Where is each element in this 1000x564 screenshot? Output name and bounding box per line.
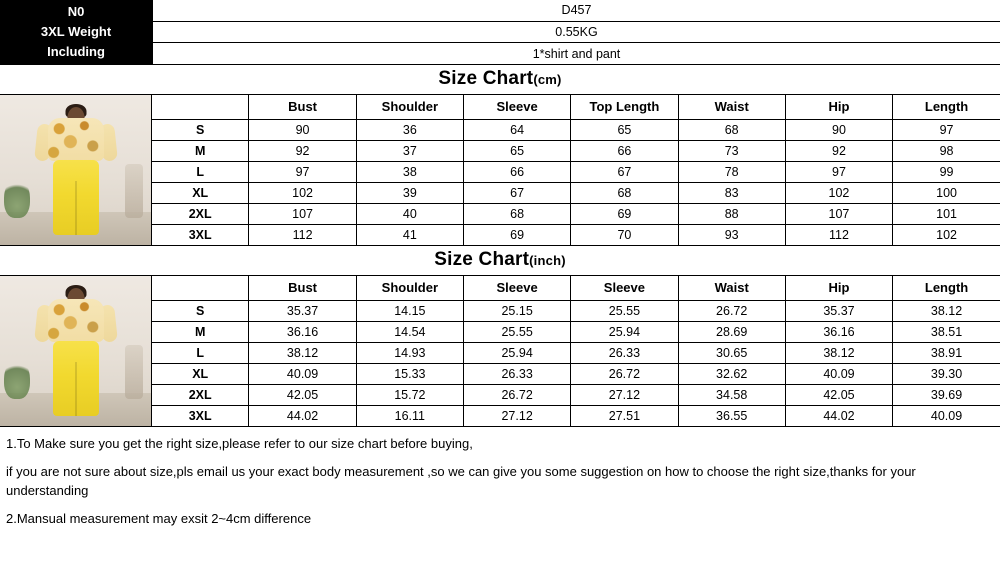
cell-waist: 88 — [678, 203, 785, 224]
header-left-line-2: 3XL Weight — [40, 23, 112, 39]
col-shoulder: Shoulder — [356, 95, 463, 119]
cell-bust: 44.02 — [249, 405, 356, 426]
cell-waist: 78 — [678, 161, 785, 182]
cell-sleeve: 26.33 — [463, 363, 570, 384]
cell-length: 38.12 — [893, 300, 1000, 321]
col-length: Length — [893, 276, 1000, 300]
cell-length: 39.69 — [893, 384, 1000, 405]
cell-sleeve-2: 27.12 — [571, 384, 678, 405]
cell-hip: 107 — [785, 203, 892, 224]
size-table-cm-wrap — [152, 95, 1000, 245]
header-left-line-3: Including — [47, 44, 105, 60]
header-values — [152, 0, 1000, 64]
cell-shoulder: 15.72 — [356, 384, 463, 405]
plant-decor-icon — [4, 178, 30, 218]
cell-shoulder: 40 — [356, 203, 463, 224]
cell-top-length: 69 — [571, 203, 678, 224]
cell-hip: 35.37 — [785, 300, 892, 321]
header-weight: 0.55KG — [153, 22, 1000, 44]
table-row — [152, 119, 1000, 140]
cell-top-length: 70 — [571, 224, 678, 245]
product-header — [0, 0, 1000, 64]
cell-waist: 26.72 — [678, 300, 785, 321]
table-header-row — [152, 276, 1000, 300]
col-sleeve-2: Sleeve — [571, 276, 678, 300]
cell-size: XL — [152, 182, 249, 203]
cell-length: 40.09 — [893, 405, 1000, 426]
header-left-label — [0, 0, 152, 64]
table-row — [152, 405, 1000, 426]
cell-size: 2XL — [152, 203, 249, 224]
table-row — [152, 342, 1000, 363]
cell-sleeve: 68 — [463, 203, 570, 224]
cell-hip: 42.05 — [785, 384, 892, 405]
cell-bust: 40.09 — [249, 363, 356, 384]
cell-bust: 35.37 — [249, 300, 356, 321]
size-table-cm — [152, 95, 1000, 245]
cell-hip: 102 — [785, 182, 892, 203]
cell-bust: 97 — [249, 161, 356, 182]
cell-shoulder: 16.11 — [356, 405, 463, 426]
cell-size: M — [152, 321, 249, 342]
cell-bust: 36.16 — [249, 321, 356, 342]
cell-size: S — [152, 300, 249, 321]
col-waist: Waist — [678, 95, 785, 119]
cell-sleeve: 65 — [463, 140, 570, 161]
cell-top-length: 68 — [571, 182, 678, 203]
cell-waist: 28.69 — [678, 321, 785, 342]
cell-shoulder: 41 — [356, 224, 463, 245]
cell-sleeve: 25.15 — [463, 300, 570, 321]
table-row — [152, 224, 1000, 245]
cell-sleeve: 26.72 — [463, 384, 570, 405]
cell-bust: 102 — [249, 182, 356, 203]
cell-length: 102 — [893, 224, 1000, 245]
header-left-line-1: N0 — [67, 3, 85, 19]
col-waist: Waist — [678, 276, 785, 300]
product-photo-illustration — [0, 95, 151, 245]
cell-hip: 112 — [785, 224, 892, 245]
table-row — [152, 363, 1000, 384]
cell-size: 3XL — [152, 224, 249, 245]
cell-shoulder: 36 — [356, 119, 463, 140]
cell-top-length: 65 — [571, 119, 678, 140]
cell-hip: 92 — [785, 140, 892, 161]
cell-waist: 93 — [678, 224, 785, 245]
product-photo-illustration — [0, 276, 151, 426]
col-sleeve: Sleeve — [463, 95, 570, 119]
size-chart-cm-title-text: Size Chart — [438, 68, 534, 89]
cell-sleeve: 25.94 — [463, 342, 570, 363]
cell-sleeve-2: 25.55 — [571, 300, 678, 321]
cell-length: 38.91 — [893, 342, 1000, 363]
table-row — [152, 384, 1000, 405]
cell-sleeve-2: 26.33 — [571, 342, 678, 363]
size-chart-cm-section — [0, 95, 1000, 245]
cell-sleeve: 25.55 — [463, 321, 570, 342]
col-bust: Bust — [249, 95, 356, 119]
cell-sleeve-2: 27.51 — [571, 405, 678, 426]
size-chart-inch-unit: (inch) — [529, 253, 566, 268]
cell-sleeve: 66 — [463, 161, 570, 182]
cell-shoulder: 14.54 — [356, 321, 463, 342]
cell-waist: 36.55 — [678, 405, 785, 426]
cell-waist: 30.65 — [678, 342, 785, 363]
col-sleeve: Sleeve — [463, 276, 570, 300]
cell-length: 100 — [893, 182, 1000, 203]
cell-waist: 83 — [678, 182, 785, 203]
cell-shoulder: 39 — [356, 182, 463, 203]
cell-shoulder: 15.33 — [356, 363, 463, 384]
note-1: 1.To Make sure you get the right size,please refer to our size chart before buying, — [6, 436, 473, 451]
cell-waist: 32.62 — [678, 363, 785, 384]
col-hip: Hip — [785, 95, 892, 119]
cell-hip: 97 — [785, 161, 892, 182]
cell-length: 99 — [893, 161, 1000, 182]
cell-bust: 107 — [249, 203, 356, 224]
table-row — [152, 161, 1000, 182]
table-header-row — [152, 95, 1000, 119]
cell-hip: 38.12 — [785, 342, 892, 363]
cell-size: XL — [152, 363, 249, 384]
cell-hip: 90 — [785, 119, 892, 140]
size-table-inch-wrap — [152, 276, 1000, 426]
cell-bust: 38.12 — [249, 342, 356, 363]
table-row — [152, 300, 1000, 321]
cell-size: 3XL — [152, 405, 249, 426]
cell-size: M — [152, 140, 249, 161]
cell-waist: 68 — [678, 119, 785, 140]
note-3: 2.Mansual measurement may exsit 2~4cm difference — [6, 510, 312, 526]
lamp-decor-icon — [125, 164, 143, 218]
col-hip: Hip — [785, 276, 892, 300]
cell-bust: 92 — [249, 140, 356, 161]
cell-waist: 34.58 — [678, 384, 785, 405]
cell-sleeve: 27.12 — [463, 405, 570, 426]
cell-hip: 36.16 — [785, 321, 892, 342]
col-length: Length — [893, 95, 1000, 119]
cell-length: 98 — [893, 140, 1000, 161]
size-chart-inch-section — [0, 276, 1000, 426]
cell-shoulder: 14.15 — [356, 300, 463, 321]
cell-length: 39.30 — [893, 363, 1000, 384]
product-photo-inch — [0, 276, 152, 426]
cell-size: L — [152, 342, 249, 363]
plant-decor-icon — [4, 359, 30, 399]
cell-sleeve-2: 26.72 — [571, 363, 678, 384]
cell-shoulder: 14.93 — [356, 342, 463, 363]
cell-sleeve: 69 — [463, 224, 570, 245]
cell-waist: 73 — [678, 140, 785, 161]
cell-top-length: 66 — [571, 140, 678, 161]
table-row — [152, 182, 1000, 203]
size-chart-inch-title-text: Size Chart — [434, 249, 530, 270]
cell-size: S — [152, 119, 249, 140]
header-style-code: D457 — [153, 0, 1000, 22]
note-2: if you are not sure about size,pls email us your exact body measurement ,so we can give you some suggestion on how to choose the right size,thanks for your understanding — [6, 463, 916, 498]
table-row — [152, 321, 1000, 342]
cell-bust: 90 — [249, 119, 356, 140]
cell-length: 38.51 — [893, 321, 1000, 342]
cell-sleeve-2: 25.94 — [571, 321, 678, 342]
table-row — [152, 203, 1000, 224]
cell-top-length: 67 — [571, 161, 678, 182]
cell-shoulder: 38 — [356, 161, 463, 182]
header-package-contents: 1*shirt and pant — [532, 46, 621, 61]
cell-bust: 112 — [249, 224, 356, 245]
cell-sleeve: 67 — [463, 182, 570, 203]
size-chart-cm-unit: (cm) — [533, 72, 562, 87]
cell-shoulder: 37 — [356, 140, 463, 161]
lamp-decor-icon — [125, 345, 143, 399]
cell-length: 101 — [893, 203, 1000, 224]
cell-hip: 44.02 — [785, 405, 892, 426]
cell-size: L — [152, 161, 249, 182]
size-chart-inch-title — [0, 245, 1000, 276]
size-table-inch — [152, 276, 1000, 426]
col-bust: Bust — [249, 276, 356, 300]
product-photo-cm — [0, 95, 152, 245]
col-size — [152, 95, 249, 119]
cell-hip: 40.09 — [785, 363, 892, 384]
notes-section — [0, 426, 1000, 543]
size-chart-cm-title — [0, 64, 1000, 95]
col-size — [152, 276, 249, 300]
col-top-length: Top Length — [571, 95, 678, 119]
cell-bust: 42.05 — [249, 384, 356, 405]
cell-sleeve: 64 — [463, 119, 570, 140]
cell-length: 97 — [893, 119, 1000, 140]
col-shoulder: Shoulder — [356, 276, 463, 300]
table-row — [152, 140, 1000, 161]
cell-size: 2XL — [152, 384, 249, 405]
